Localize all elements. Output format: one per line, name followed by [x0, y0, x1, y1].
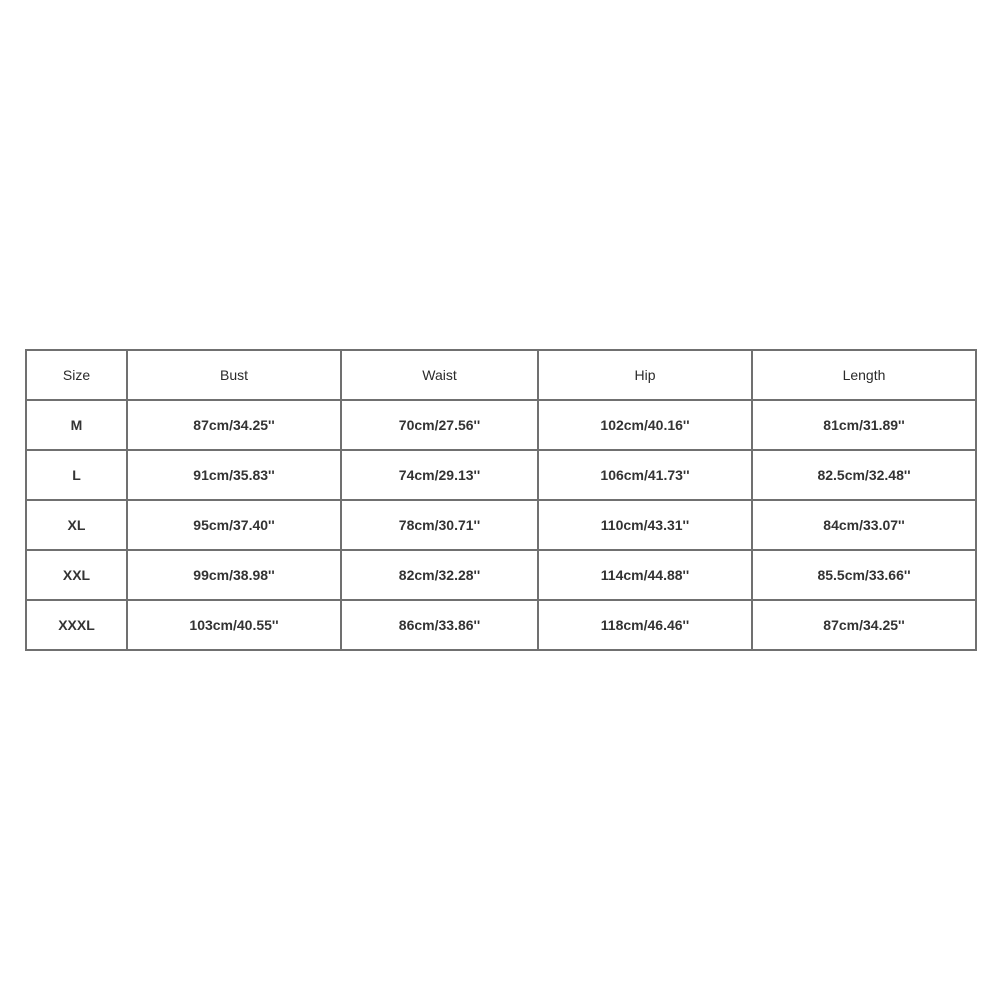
table-row	[26, 550, 976, 600]
size-cell: XXL	[26, 550, 127, 600]
bust-cell: 95cm/37.40''	[127, 500, 341, 550]
waist-cell: 86cm/33.86''	[341, 600, 538, 650]
header-waist: Waist	[341, 350, 538, 400]
table-header-row	[26, 350, 976, 400]
size-chart-table	[25, 349, 977, 651]
bust-cell: 87cm/34.25''	[127, 400, 341, 450]
size-cell: XXXL	[26, 600, 127, 650]
header-hip: Hip	[538, 350, 752, 400]
hip-cell: 102cm/40.16''	[538, 400, 752, 450]
waist-cell: 70cm/27.56''	[341, 400, 538, 450]
size-cell: M	[26, 400, 127, 450]
size-cell: L	[26, 450, 127, 500]
waist-cell: 82cm/32.28''	[341, 550, 538, 600]
length-cell: 82.5cm/32.48''	[752, 450, 976, 500]
hip-cell: 114cm/44.88''	[538, 550, 752, 600]
length-cell: 81cm/31.89''	[752, 400, 976, 450]
table-row	[26, 500, 976, 550]
header-size: Size	[26, 350, 127, 400]
length-cell: 85.5cm/33.66''	[752, 550, 976, 600]
bust-cell: 91cm/35.83''	[127, 450, 341, 500]
table-row	[26, 400, 976, 450]
hip-cell: 118cm/46.46''	[538, 600, 752, 650]
table-row	[26, 600, 976, 650]
table-row	[26, 450, 976, 500]
size-cell: XL	[26, 500, 127, 550]
header-bust: Bust	[127, 350, 341, 400]
length-cell: 87cm/34.25''	[752, 600, 976, 650]
hip-cell: 106cm/41.73''	[538, 450, 752, 500]
waist-cell: 78cm/30.71''	[341, 500, 538, 550]
bust-cell: 103cm/40.55''	[127, 600, 341, 650]
waist-cell: 74cm/29.13''	[341, 450, 538, 500]
hip-cell: 110cm/43.31''	[538, 500, 752, 550]
bust-cell: 99cm/38.98''	[127, 550, 341, 600]
length-cell: 84cm/33.07''	[752, 500, 976, 550]
header-length: Length	[752, 350, 976, 400]
